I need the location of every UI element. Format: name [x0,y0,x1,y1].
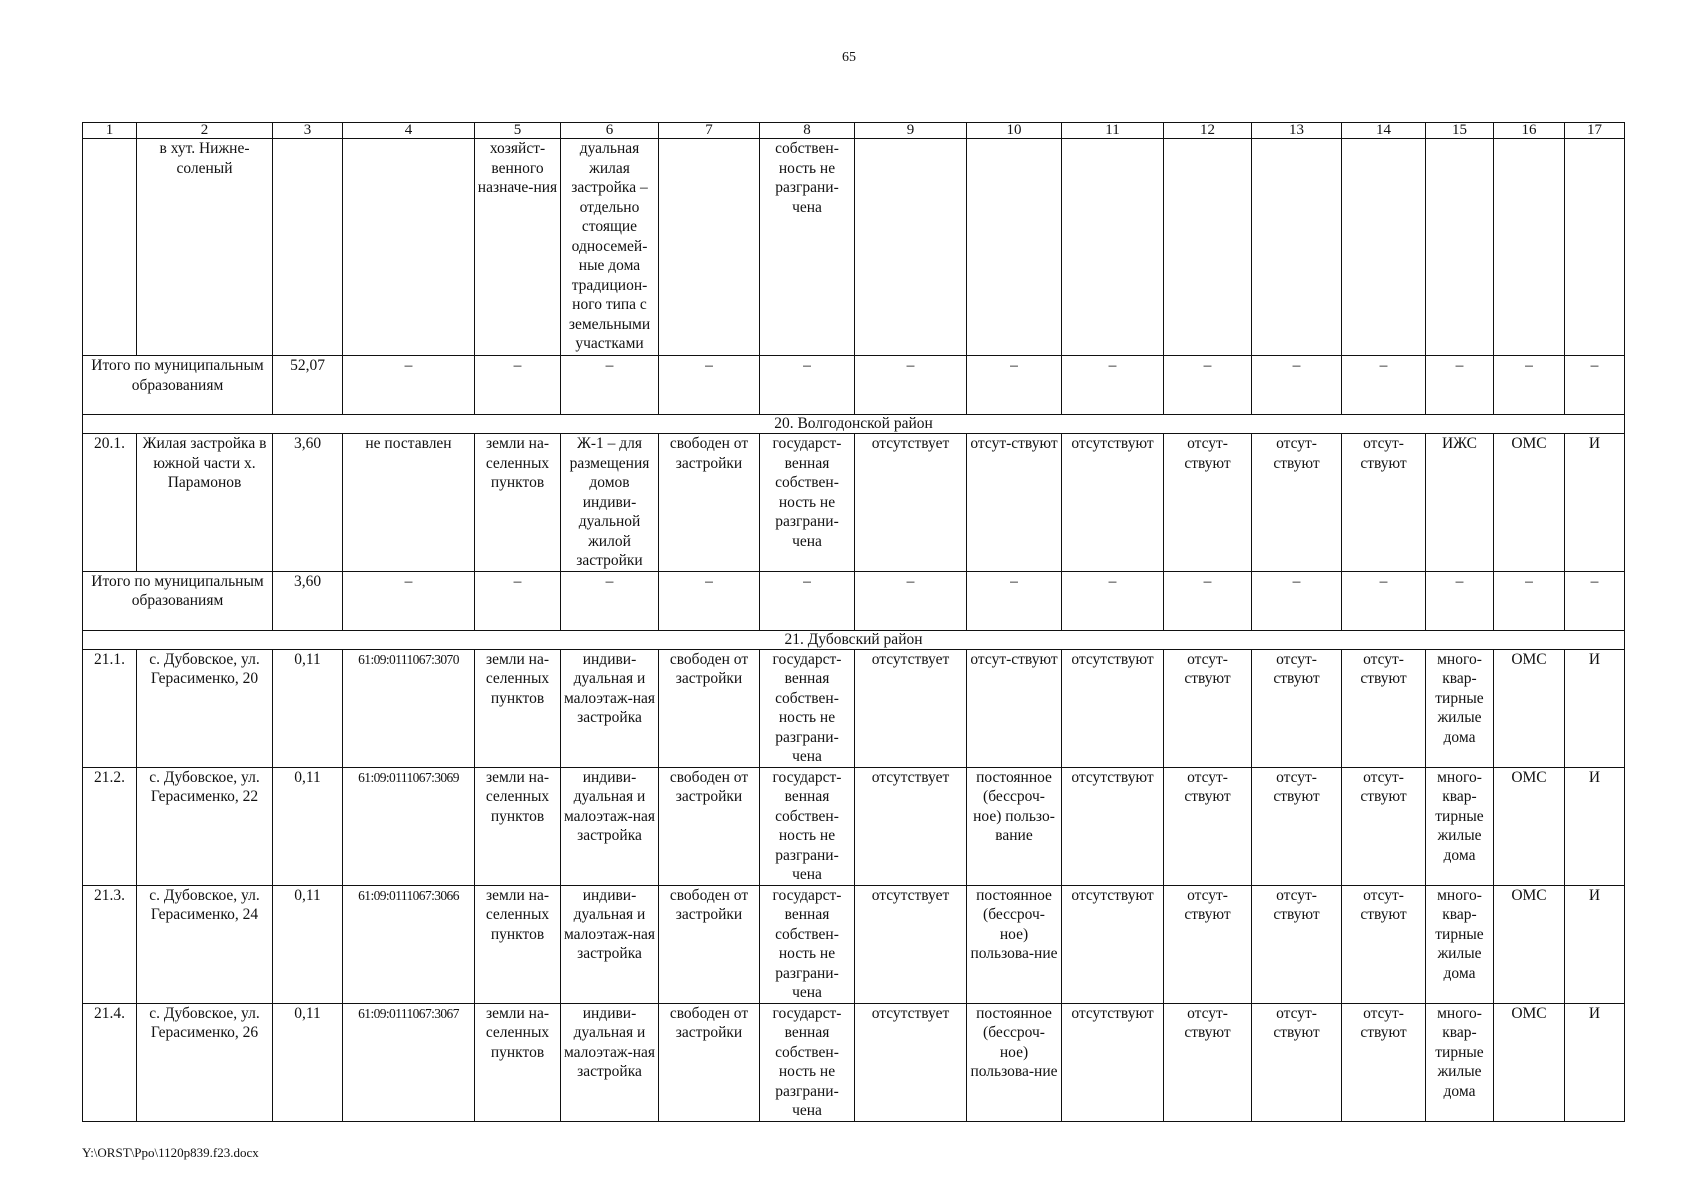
dash: – [1426,356,1494,415]
dash: – [1062,356,1164,415]
col-number: 9 [855,123,967,139]
plot-area: 0,11 [273,885,343,1003]
col-number: 4 [343,123,475,139]
cell-c14: отсут-ствуют [1342,767,1426,885]
dash: – [1252,356,1342,415]
cadastral-number: 61:09:0111067:3067 [343,1003,475,1121]
dash: – [1252,571,1342,630]
land-category: земли на-селенных пунктов [475,434,561,572]
dash: – [760,356,855,415]
total-label: Итого по муниципальным образованиям [83,356,273,415]
col-number: 16 [1494,123,1565,139]
col-number: 8 [760,123,855,139]
dash: – [1164,356,1252,415]
cell-c10: постоянное (бессроч-ное) пользова-ние [967,885,1062,1003]
continuation-row [83,139,1625,356]
dash: – [343,571,475,630]
row-number: 21.4. [83,1003,137,1121]
table-row [83,1003,1625,1121]
cadastral-number: 61:09:0111067:3069 [343,767,475,885]
dash: – [475,571,561,630]
total-row [83,356,1625,415]
permitted-use: индиви-дуальная и малоэтаж-ная застройка [561,1003,659,1121]
permitted-use: Ж-1 – для размещения домов индиви-дуальной жилой застройки [561,434,659,572]
cell-c14: отсут-ствуют [1342,1003,1426,1121]
dash: – [1494,356,1565,415]
development-status: свободен от застройки [659,885,760,1003]
footer-file-path: Y:\ORST\Ppo\1120p839.f23.docx [82,1145,259,1160]
development-status: свободен от застройки [659,767,760,885]
cell-c12: отсут-ствуют [1164,434,1252,572]
table-row [83,649,1625,767]
dash: – [855,356,967,415]
cell-c15: много-квар-тирные жилые дома [1426,767,1494,885]
page-number: 65 [842,50,856,65]
cell-c11: отсутствуют [1062,649,1164,767]
cell-c17: И [1565,1003,1625,1121]
development-status: свободен от застройки [659,649,760,767]
cell-c11: отсутствуют [1062,1003,1164,1121]
cell-c10: отсут-ствуют [967,434,1062,572]
plot-area: 0,11 [273,767,343,885]
col-number: 14 [1342,123,1426,139]
table-row [83,434,1625,572]
cadastral-number: не поставлен [343,434,475,572]
dash: – [967,356,1062,415]
dash: – [659,571,760,630]
permitted-use: индиви-дуальная и малоэтаж-ная застройка [561,767,659,885]
col-number: 12 [1164,123,1252,139]
cell-c13: отсут-ствуют [1252,767,1342,885]
cell-c16: ОМС [1494,767,1565,885]
plot-location: с. Дубовское, ул. Герасименко, 26 [137,1003,273,1121]
total-area: 52,07 [273,356,343,415]
dash: – [659,356,760,415]
cell-c17: И [1565,767,1625,885]
cell-c15: много-квар-тирные жилые дома [1426,649,1494,767]
cell-c11: отсутствуют [1062,434,1164,572]
col-number: 2 [137,123,273,139]
permitted-use: индиви-дуальная и малоэтаж-ная застройка [561,885,659,1003]
cell-c12: отсут-ствуют [1164,767,1252,885]
ownership: государст-венная собствен-ность не разграни-чена [760,649,855,767]
column-number-row [83,123,1625,139]
permitted-use: дуальная жилая застройка – отдельно стоящие односемей-ные дома традицион-ного типа с земельными участками [561,139,659,356]
dash: – [475,356,561,415]
col-number: 3 [273,123,343,139]
plot-location: с. Дубовское, ул. Герасименко, 22 [137,767,273,885]
dash: – [1565,356,1625,415]
cell-c13: отсут-ствуют [1252,1003,1342,1121]
row-number: 21.1. [83,649,137,767]
permitted-use: индиви-дуальная и малоэтаж-ная застройка [561,649,659,767]
cell-c15: много-квар-тирные жилые дома [1426,885,1494,1003]
land-category: земли на-селенных пунктов [475,767,561,885]
dash: – [760,571,855,630]
land-category: земли на-селенных пунктов [475,649,561,767]
section-row [83,630,1625,649]
plot-location: в хут. Нижне-соленый [137,139,273,356]
cell-c9: отсутствует [855,1003,967,1121]
land-category: земли на-селенных пунктов [475,1003,561,1121]
cell-c9: отсутствует [855,434,967,572]
cell-c11: отсутствуют [1062,767,1164,885]
cell-c9: отсутствует [855,649,967,767]
dash: – [343,356,475,415]
cell-c17: И [1565,649,1625,767]
dash: – [967,571,1062,630]
col-number: 7 [659,123,760,139]
plot-area: 3,60 [273,434,343,572]
ownership: государст-венная собствен-ность не разграни-чена [760,1003,855,1121]
plot-location: Жилая застройка в южной части х. Парамонов [137,434,273,572]
cell-c14: отсут-ствуют [1342,434,1426,572]
development-status: свободен от застройки [659,1003,760,1121]
cadastral-number: 61:09:0111067:3070 [343,649,475,767]
cell-c12: отсут-ствуют [1164,885,1252,1003]
row-number: 21.3. [83,885,137,1003]
cell-c15: ИЖС [1426,434,1494,572]
col-number: 11 [1062,123,1164,139]
cell-c14: отсут-ствуют [1342,885,1426,1003]
plot-location: с. Дубовское, ул. Герасименко, 24 [137,885,273,1003]
dash: – [1426,571,1494,630]
cell-c13: отсут-ствуют [1252,434,1342,572]
dash: – [1342,356,1426,415]
land-category: хозяйст-венного назначе-ния [475,139,561,356]
ownership: государст-венная собствен-ность не разграни-чена [760,434,855,572]
cell-c16: ОМС [1494,885,1565,1003]
dash: – [561,356,659,415]
land-plots-table [82,122,1625,1122]
col-number: 15 [1426,123,1494,139]
cell-c10: постоянное (бессроч-ное) пользо-вание [967,767,1062,885]
table-row [83,885,1625,1003]
cell-c16: ОМС [1494,1003,1565,1121]
development-status: свободен от застройки [659,434,760,572]
dash: – [1565,571,1625,630]
row-number: 21.2. [83,767,137,885]
cell-c12: отсут-ствуют [1164,649,1252,767]
ownership: собствен-ность не разграни-чена [760,139,855,356]
dash: – [855,571,967,630]
col-number: 1 [83,123,137,139]
cell-c16: ОМС [1494,434,1565,572]
total-area: 3,60 [273,571,343,630]
cell-c14: отсут-ствуют [1342,649,1426,767]
cell-c12: отсут-ствуют [1164,1003,1252,1121]
cadastral-number: 61:09:0111067:3066 [343,885,475,1003]
ownership: государст-венная собствен-ность не разграни-чена [760,767,855,885]
plot-location: с. Дубовское, ул. Герасименко, 20 [137,649,273,767]
cell-c11: отсутствуют [1062,885,1164,1003]
cell-c10: постоянное (бессроч-ное) пользова-ние [967,1003,1062,1121]
dash: – [1494,571,1565,630]
land-category: земли на-селенных пунктов [475,885,561,1003]
cell-c9: отсутствует [855,885,967,1003]
cell-c17: И [1565,434,1625,572]
plot-area: 0,11 [273,1003,343,1121]
cell-c13: отсут-ствуют [1252,885,1342,1003]
dash: – [561,571,659,630]
cell-c17: И [1565,885,1625,1003]
row-number: 20.1. [83,434,137,572]
col-number: 10 [967,123,1062,139]
section-title: 21. Дубовский район [83,630,1625,649]
section-row [83,415,1625,434]
cell-c15: много-квар-тирные жилые дома [1426,1003,1494,1121]
cell-c13: отсут-ствуют [1252,649,1342,767]
dash: – [1062,571,1164,630]
table-row [83,767,1625,885]
col-number: 13 [1252,123,1342,139]
ownership: государст-венная собствен-ность не разграни-чена [760,885,855,1003]
dash: – [1342,571,1426,630]
cell-c10: отсут-ствуют [967,649,1062,767]
col-number: 6 [561,123,659,139]
cell-c9: отсутствует [855,767,967,885]
col-number: 17 [1565,123,1625,139]
total-row [83,571,1625,630]
section-title: 20. Волгодонской район [83,415,1625,434]
plot-area: 0,11 [273,649,343,767]
cell-c16: ОМС [1494,649,1565,767]
total-label: Итого по муниципальным образованиям [83,571,273,630]
dash: – [1164,571,1252,630]
col-number: 5 [475,123,561,139]
